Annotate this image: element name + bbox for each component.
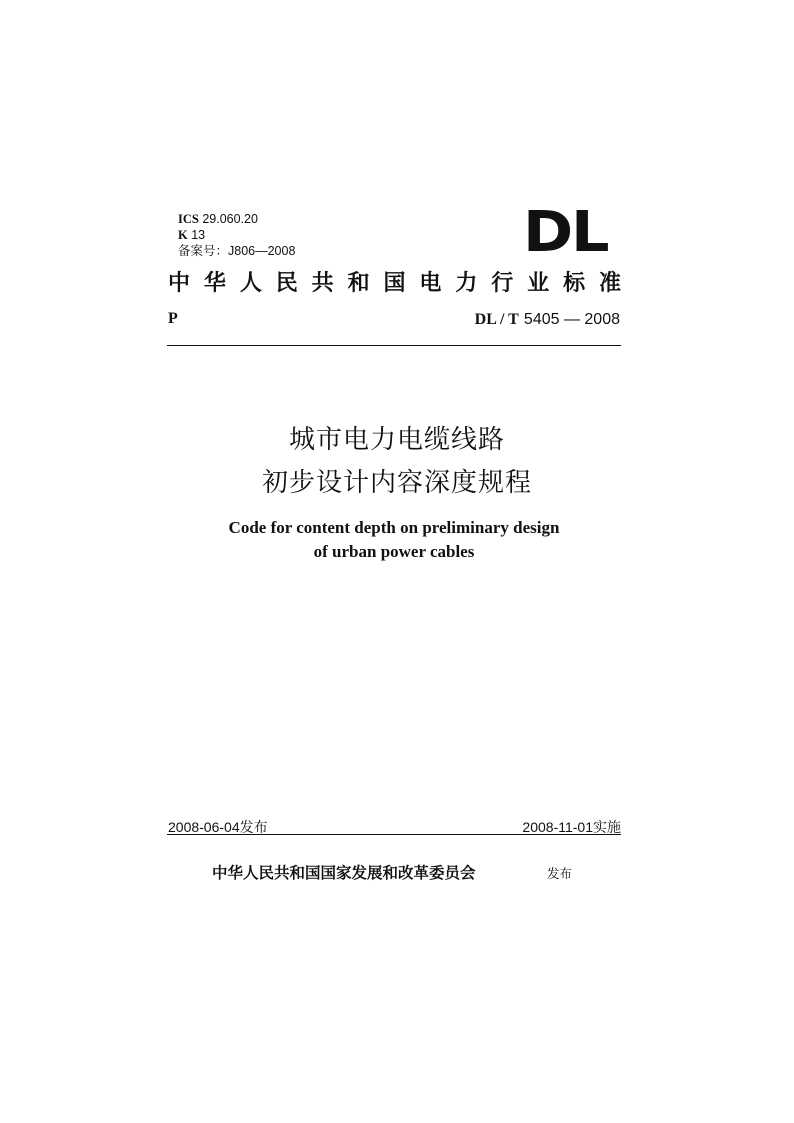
issue-date: 2008-06-04发布 bbox=[168, 819, 268, 835]
ics-number: 29.060.20 bbox=[202, 212, 258, 226]
ics-code bbox=[178, 211, 258, 227]
footer-divider bbox=[167, 834, 621, 835]
issuing-authority: 中华人民共和国国家发展和改革委员会 bbox=[212, 863, 476, 882]
ccs-number: 13 bbox=[191, 228, 206, 242]
filing-number: 备案号：J806—2008 bbox=[178, 244, 296, 258]
standard-type-heading: 中华人民共和国电力行业标准 bbox=[168, 270, 621, 296]
title-en-line-2: of urban power cables bbox=[313, 542, 475, 561]
ics-prefix: ICS bbox=[178, 212, 199, 226]
title-cn-line-2: 初步设计内容深度规程 bbox=[261, 468, 532, 498]
standard-number-value: 5405 — 2008 bbox=[523, 311, 620, 328]
issue-verb: 发布 bbox=[547, 866, 573, 881]
title-en-line-1: Code for content depth on preliminary design bbox=[228, 518, 560, 537]
standard-prefix: DL / T bbox=[474, 311, 519, 328]
standard-number bbox=[475, 309, 620, 329]
ccs-prefix: K bbox=[178, 228, 188, 242]
header-divider bbox=[167, 345, 621, 346]
category-code: P bbox=[168, 310, 178, 327]
ccs-code bbox=[178, 227, 205, 243]
title-cn-line-1: 城市电力电缆线路 bbox=[288, 425, 505, 455]
dl-logo: DL bbox=[523, 200, 608, 265]
implementation-date: 2008-11-01实施 bbox=[522, 819, 621, 835]
